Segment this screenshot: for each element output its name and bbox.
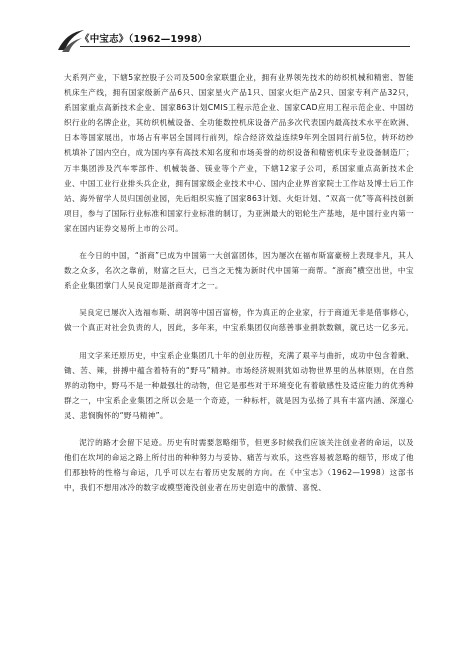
paragraph-gap: [64, 336, 414, 348]
paragraph-5: 泥泞的路才会留下足迹。历史有时需要忽略细节，但更多时候我们应该关注创业者的命运，以及他们在坎坷的命运之路上所付出的种种努力与妥协、痛苦与欢乐，这些容易被忽略的细节，形成了他们那独特的性格与命运，几乎可以左右着历史发展的方向。在《中宝志》（1962—1998）这部书中，我们不想用冰冷的数字或模型淹没创业者在历史创造中的激情、喜悦、: [64, 437, 414, 493]
paragraph-1: 大系列产业，下辖5家控股子公司及500余家联盟企业，拥有业界领先技术的纺织机械和精密、智能机床生产线，拥有国家级新产品6只、国家星火产品1只、国家火炬产品2只、国家专利产品32只，系国家重点高新技术企业、国家863计划CMIS工程示范企业、国家CAD应用工程示范企业、中国纺织行业的名牌企业，其纺织机械设备、全功能数控机床设备产品多次代表国内最高技术水平在欧洲、日本等国家展出，市场占有率居全国同行前列，综合经济效益连续9年列全国同行前5位，转环纺纱机填补了国内空白，成为国内享有高技术知名度和市场美誉的纺织设备和精密机床专业设备制造厂；万丰集团涉及汽车零部件、机械装备、镁业等个产业，下辖12家子公司，系国家重点高新技术企业、中国工业行业排头兵企业，拥有国家级企业技术中心、国内企业界首家院士工作站及博士后工作站、海外留学人员归国创业园，先后组织实施了国家863计划、火炬计划、“双高一优”等高科技创新项目，参与了国际行业标准和国家行业标准的制订，为亚洲最大的铝轮生产基地，是中国行业内第一家在国内证券交易所上市的公司。: [64, 73, 414, 233]
header-divider: [80, 46, 410, 47]
paragraph-2: 在今日的中国，“浙商”已成为中国第一大创富团体，因为屡次在福布斯富豪榜上表现非凡，其人数之众多，名次之靠前，财富之巨大，已当之无愧为新时代中国第一商帮。“浙商”横空出世，中宝系企业集团掌门人吴良定即是浙商奇才之一。: [64, 251, 414, 291]
paragraph-4: 用文字来还原历史，中宝系企业集团几十年的创业历程，充满了艰辛与曲折，成功中包含着瞅、锄、苦、辣，拼搏中蕴含着特有的“野马”精神。市场经济规则犹如动物世界里的丛林原则，在自然界的动物中，野马不是一种最强壮的动物，但它是那些对于环境变化有着敏感性及适应能力的优秀种群之一，中宝系企业集团之所以会是一个奇迹，一种标杆，就是因为弘扬了具有丰富内涵、深邃心灵、悲悯胸怀的“野马精神”。: [64, 350, 414, 420]
paragraph-3: 吴良定已屡次入选福布斯、胡润等中国百富榜，作为真正的企业家，行于商道无非是借事修心，做一个真正对社会负责的人，因此，多年来，中宝系集团仅向慈善事业捐款数额，就已达一亿多元。: [64, 308, 414, 333]
running-header: [56, 28, 416, 50]
book-title: 《中宝志》（1962—1998）: [80, 34, 208, 45]
paragraph-gap: [64, 293, 414, 305]
paragraph-gap: [64, 423, 414, 435]
paragraph-gap: [64, 236, 414, 248]
page-body: [64, 70, 414, 495]
